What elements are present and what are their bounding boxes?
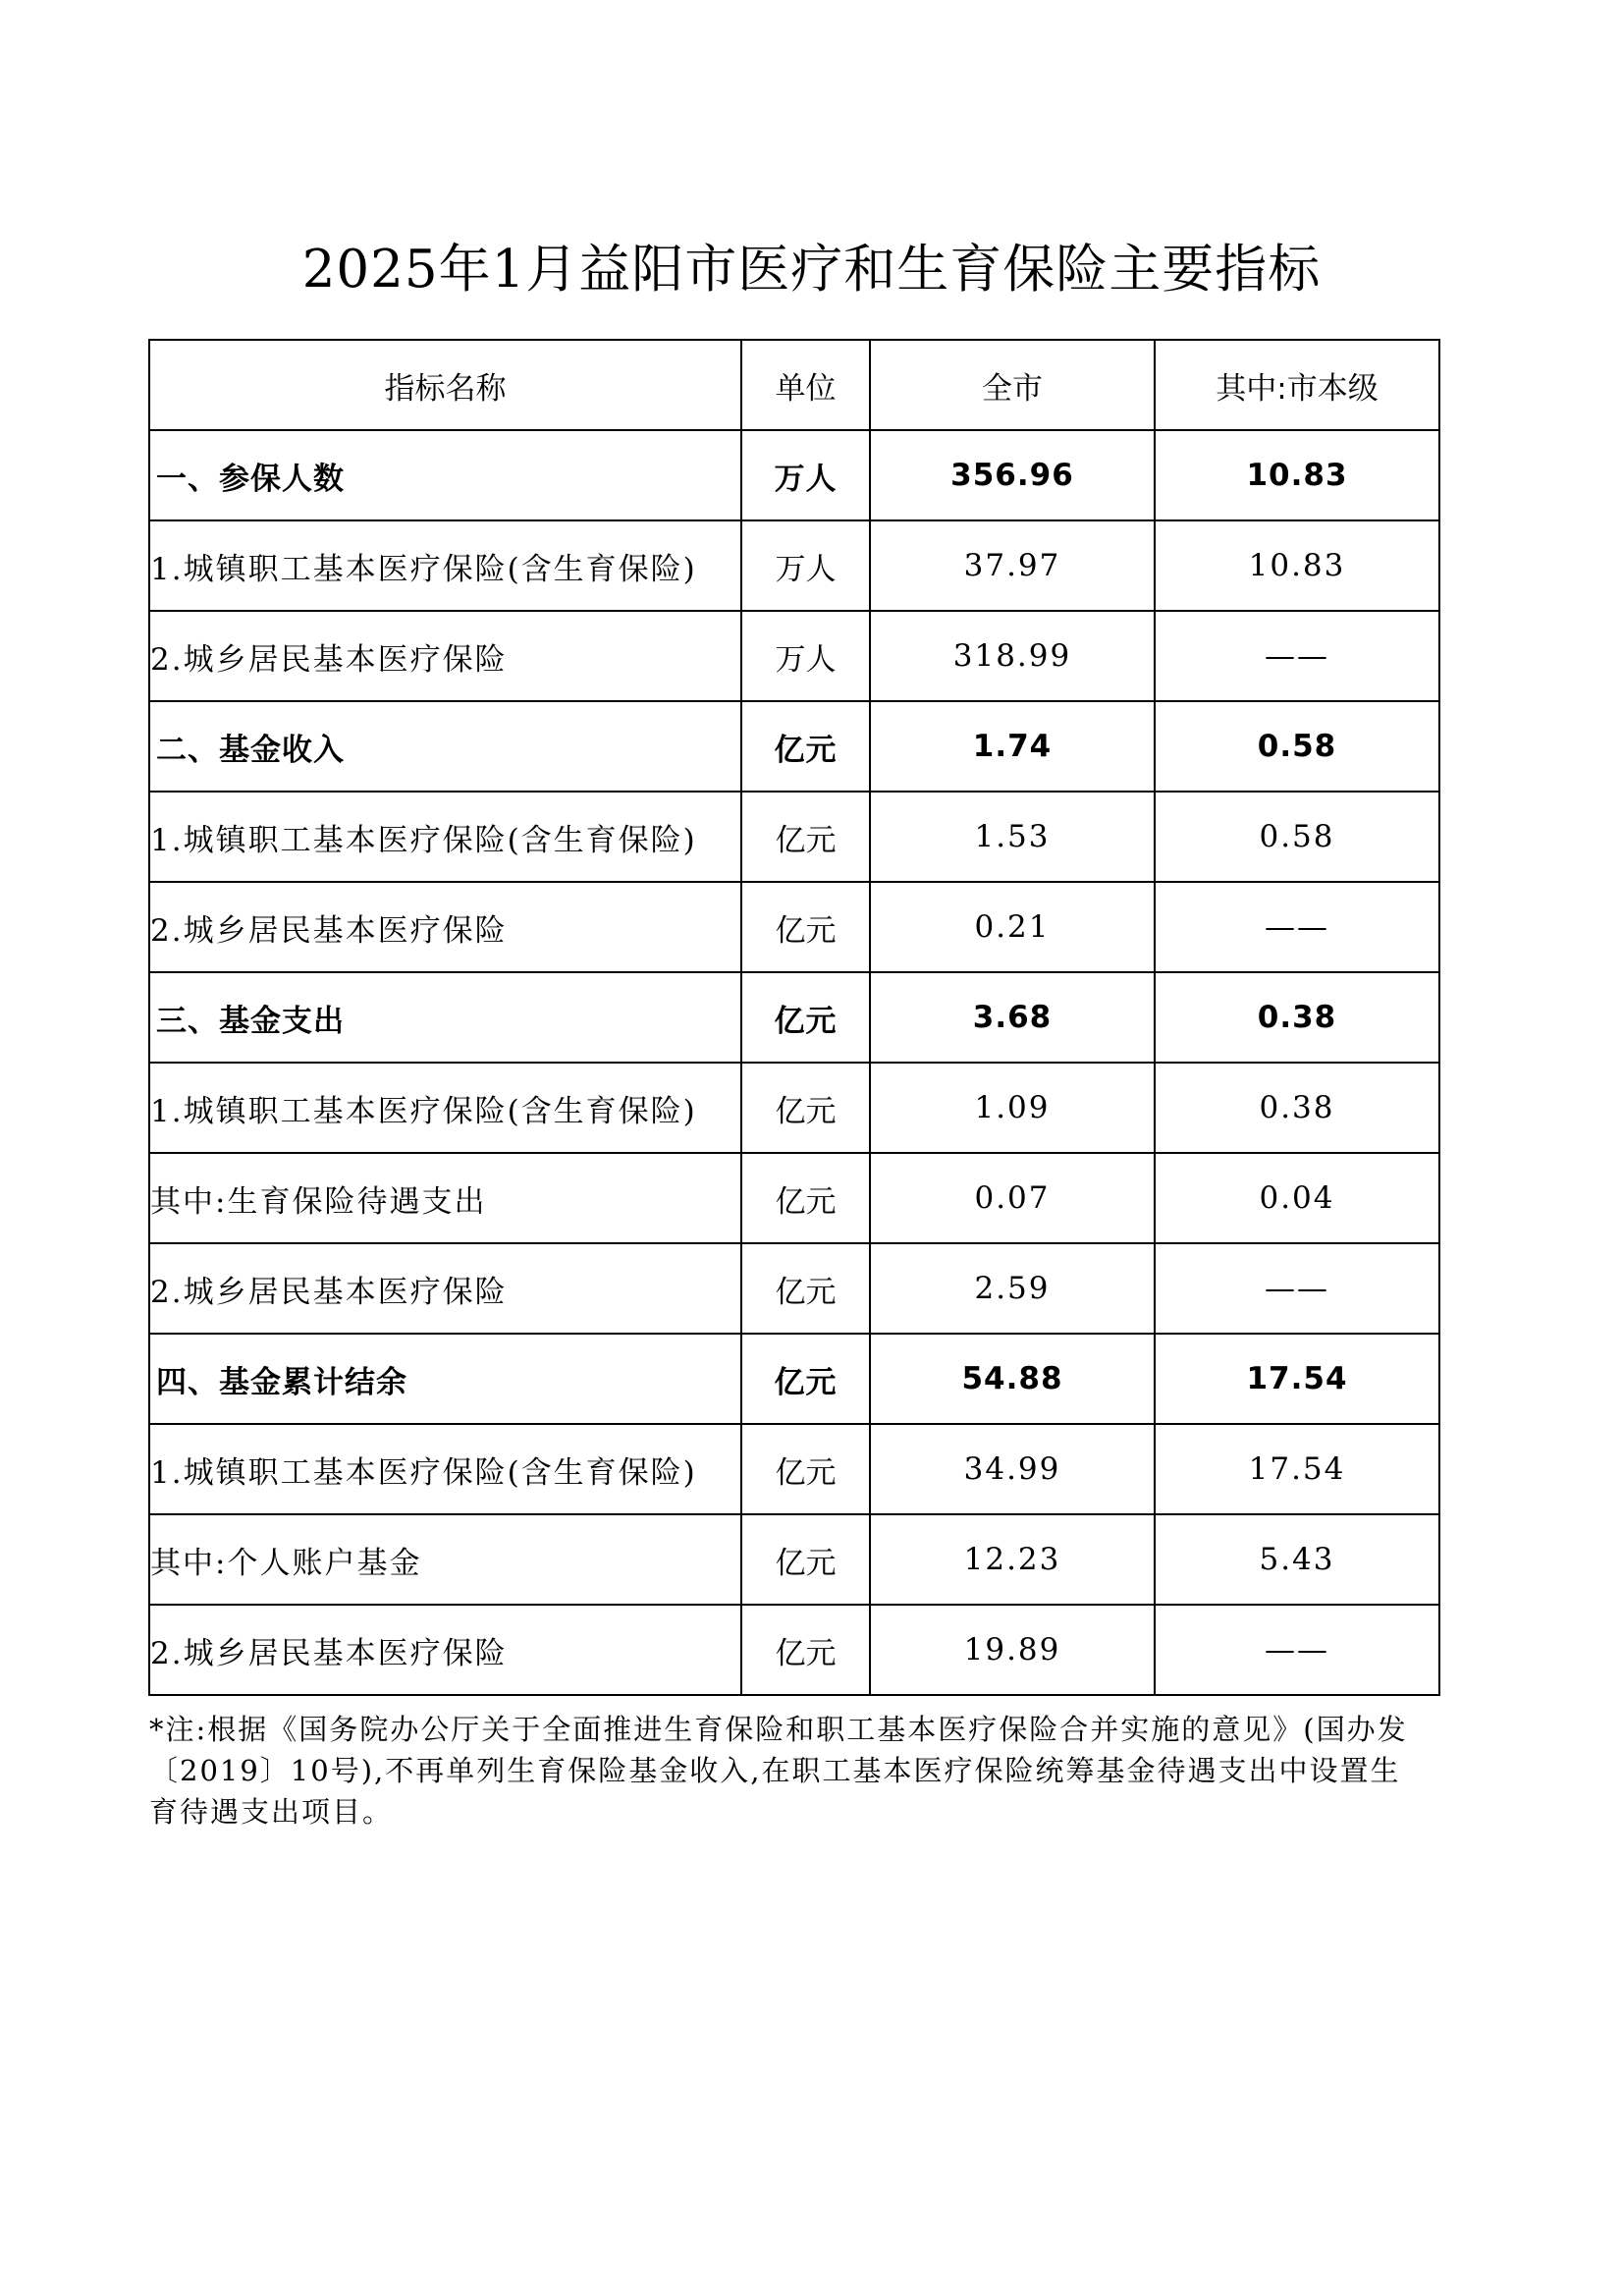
cell-unit: 亿元 xyxy=(741,1514,870,1605)
cell-whole-city-value: 0.21 xyxy=(870,882,1155,972)
cell-indicator-name: 四、基金累计结余 xyxy=(149,1334,741,1424)
header-unit: 单位 xyxy=(741,340,870,430)
cell-city-level-value: 0.58 xyxy=(1155,792,1439,882)
cell-unit: 亿元 xyxy=(741,1334,870,1424)
cell-unit: 亿元 xyxy=(741,1424,870,1514)
table-section-row xyxy=(149,1334,1439,1424)
cell-city-level-value: 0.58 xyxy=(1155,701,1439,792)
table-row xyxy=(149,1514,1439,1605)
cell-whole-city-value: 318.99 xyxy=(870,611,1155,701)
cell-indicator-name: 2.城乡居民基本医疗保险 xyxy=(149,611,741,701)
cell-whole-city-value: 54.88 xyxy=(870,1334,1155,1424)
indicators-table xyxy=(148,339,1440,1696)
table-row xyxy=(149,611,1439,701)
table-row xyxy=(149,1424,1439,1514)
cell-unit: 亿元 xyxy=(741,1605,870,1695)
cell-indicator-name: 其中:生育保险待遇支出 xyxy=(149,1153,741,1243)
cell-unit: 亿元 xyxy=(741,882,870,972)
cell-city-level-value: 10.83 xyxy=(1155,520,1439,611)
table-row xyxy=(149,792,1439,882)
cell-indicator-name: 三、基金支出 xyxy=(149,972,741,1063)
cell-indicator-name: 1.城镇职工基本医疗保险(含生育保险) xyxy=(149,1063,741,1153)
cell-whole-city-value: 2.59 xyxy=(870,1243,1155,1334)
table-body xyxy=(149,430,1439,1695)
cell-indicator-name: 1.城镇职工基本医疗保险(含生育保险) xyxy=(149,1424,741,1514)
cell-indicator-name: 2.城乡居民基本医疗保险 xyxy=(149,1243,741,1334)
table-section-row xyxy=(149,701,1439,792)
cell-indicator-name: 一、参保人数 xyxy=(149,430,741,520)
cell-city-level-value: —— xyxy=(1155,882,1439,972)
cell-whole-city-value: 19.89 xyxy=(870,1605,1155,1695)
table-section-row xyxy=(149,430,1439,520)
table-row xyxy=(149,1153,1439,1243)
cell-unit: 亿元 xyxy=(741,1063,870,1153)
header-indicator-name: 指标名称 xyxy=(149,340,741,430)
table-row xyxy=(149,520,1439,611)
table-row xyxy=(149,1605,1439,1695)
cell-whole-city-value: 1.53 xyxy=(870,792,1155,882)
cell-indicator-name: 其中:个人账户基金 xyxy=(149,1514,741,1605)
table-section-row xyxy=(149,972,1439,1063)
header-city-level: 其中:市本级 xyxy=(1155,340,1439,430)
cell-whole-city-value: 1.74 xyxy=(870,701,1155,792)
cell-city-level-value: 0.38 xyxy=(1155,1063,1439,1153)
header-whole-city: 全市 xyxy=(870,340,1155,430)
cell-city-level-value: 0.38 xyxy=(1155,972,1439,1063)
cell-whole-city-value: 37.97 xyxy=(870,520,1155,611)
footnote: *注:根据《国务院办公厅关于全面推进生育保险和职工基本医疗保险合并实施的意见》(国办发〔2019〕10号),不再单列生育保险基金收入,在职工基本医疗保险统筹基金待遇支出中设置生育待遇支出项目。 xyxy=(149,1713,1408,1829)
cell-city-level-value: —— xyxy=(1155,611,1439,701)
cell-indicator-name: 1.城镇职工基本医疗保险(含生育保险) xyxy=(149,792,741,882)
cell-whole-city-value: 34.99 xyxy=(870,1424,1155,1514)
cell-whole-city-value: 12.23 xyxy=(870,1514,1155,1605)
cell-indicator-name: 1.城镇职工基本医疗保险(含生育保险) xyxy=(149,520,741,611)
cell-city-level-value: 17.54 xyxy=(1155,1334,1439,1424)
page-title: 2025年1月益阳市医疗和生育保险主要指标 xyxy=(301,240,1322,300)
cell-whole-city-value: 356.96 xyxy=(870,430,1155,520)
cell-indicator-name: 二、基金收入 xyxy=(149,701,741,792)
cell-city-level-value: 5.43 xyxy=(1155,1514,1439,1605)
cell-city-level-value: —— xyxy=(1155,1243,1439,1334)
cell-unit: 万人 xyxy=(741,611,870,701)
cell-unit: 亿元 xyxy=(741,792,870,882)
cell-city-level-value: 17.54 xyxy=(1155,1424,1439,1514)
table-row xyxy=(149,1243,1439,1334)
cell-whole-city-value: 1.09 xyxy=(870,1063,1155,1153)
cell-unit: 亿元 xyxy=(741,701,870,792)
cell-whole-city-value: 3.68 xyxy=(870,972,1155,1063)
cell-indicator-name: 2.城乡居民基本医疗保险 xyxy=(149,882,741,972)
cell-unit: 亿元 xyxy=(741,972,870,1063)
cell-unit: 万人 xyxy=(741,430,870,520)
cell-city-level-value: 0.04 xyxy=(1155,1153,1439,1243)
cell-city-level-value: —— xyxy=(1155,1605,1439,1695)
table-row xyxy=(149,882,1439,972)
cell-unit: 亿元 xyxy=(741,1153,870,1243)
cell-unit: 万人 xyxy=(741,520,870,611)
cell-unit: 亿元 xyxy=(741,1243,870,1334)
table-header-row xyxy=(149,340,1439,430)
cell-whole-city-value: 0.07 xyxy=(870,1153,1155,1243)
cell-city-level-value: 10.83 xyxy=(1155,430,1439,520)
cell-indicator-name: 2.城乡居民基本医疗保险 xyxy=(149,1605,741,1695)
table-row xyxy=(149,1063,1439,1153)
